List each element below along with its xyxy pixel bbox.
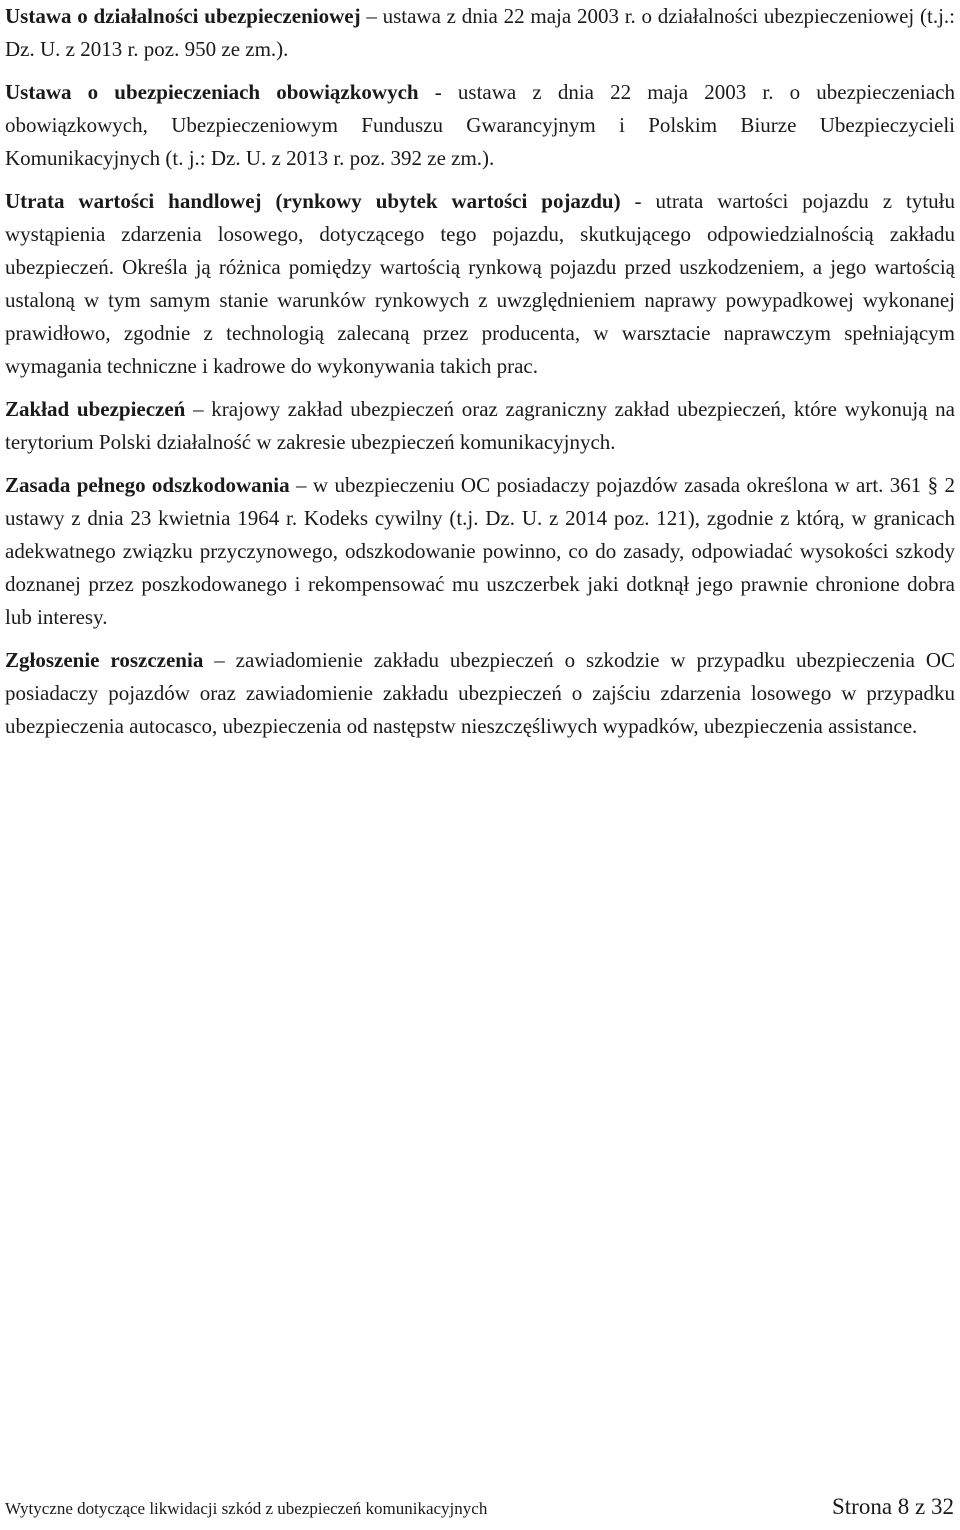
definition-entry <box>5 644 955 743</box>
definition-text: zawiadomienie zakładu ubezpieczeń o szkodzie w przypadku ubezpieczenia OC posiadaczy pojazdów oraz zawiadomienie zakładu ubezpieczeń o zajściu zdarzenia losowego w przypadku ubezpieczenia autocasco, ubezpieczenia od następstw nieszczęśliwych wypadków, ubezpieczenia assistance. <box>5 648 956 738</box>
page-number: Strona 8 z 32 <box>831 1494 954 1519</box>
definition-text: w ubezpieczeniu OC posiadaczy pojazdów zasada określona w art. 361 § 2 ustawy z dnia 23 kwietnia 1964 r. Kodeks cywilny (t.j. Dz. U. z 2014 poz. 121), zgodnie z którą, w granicach adekwatnego związku przyczynowego, odszkodowanie powinno, co do zasady, odpowiadać wysokości szkody doznanej przez poszkodowanego i rekompensować mu uszczerbek jaki dotknął jego prawnie chronione dobra lub interesy. <box>5 473 956 629</box>
definition-separator: – <box>289 473 313 497</box>
definition-separator: – <box>185 397 212 421</box>
definition-term: Ustawa o ubezpieczeniach obowiązkowych <box>5 80 419 104</box>
definition-separator: - <box>418 80 458 104</box>
definition-separator: – <box>360 4 383 28</box>
definition-entry <box>5 0 955 66</box>
definition-entry <box>5 393 955 459</box>
definition-text: krajowy zakład ubezpieczeń oraz zagraniczny zakład ubezpieczeń, które wykonują na terytorium Polski działalność w zakresie ubezpieczeń komunikacyjnych. <box>5 397 955 454</box>
definition-term: Ustawa o działalności ubezpieczeniowej <box>5 4 361 28</box>
definition-term: Utrata wartości handlowej (rynkowy ubytek wartości pojazdu) <box>5 189 621 213</box>
definition-text: ustawa z dnia 22 maja 2003 r. o działalności ubezpieczeniowej (t.j.: Dz. U. z 2013 r. poz. 950 ze zm.). <box>5 4 956 61</box>
definition-text: utrata wartości pojazdu z tytułu wystąpienia zdarzenia losowego, dotyczącego tego pojazdu, skutkującego odpowiedzialnością zakładu ubezpieczeń. Określa ją różnica pomiędzy wartością rynkową pojazdu przed uszkodzeniem, a jego wartością ustaloną w tym samym stanie warunków rynkowych z uwzględnieniem naprawy powypadkowej wykonanej prawidłowo, zgodnie z technologią zalecaną przez producenta, w warsztacie naprawczym spełniającym wymagania techniczne i kadrowe do wykonywania takich prac. <box>5 189 955 378</box>
definition-entry <box>5 76 955 175</box>
definition-term: Zakład ubezpieczeń <box>5 397 186 421</box>
definition-text: ustawa z dnia 22 maja 2003 r. o ubezpieczeniach obowiązkowych, Ubezpieczeniowym Funduszu Gwarancyjnym i Polskim Biurze Ubezpieczycieli Komunikacyjnych (t. j.: Dz. U. z 2013 r. poz. 392 ze zm.). <box>5 80 956 170</box>
definition-term: Zgłoszenie roszczenia <box>5 648 204 672</box>
document-body <box>5 0 955 753</box>
definition-entry <box>5 469 955 634</box>
definition-entry <box>5 185 955 383</box>
definition-separator: - <box>620 189 656 213</box>
definition-term: Zasada pełnego odszkodowania <box>5 473 290 497</box>
footer-title: Wytyczne dotyczące likwidacji szkód z ubezpieczeń komunikacyjnych <box>5 1499 488 1518</box>
definition-separator: – <box>203 648 236 672</box>
